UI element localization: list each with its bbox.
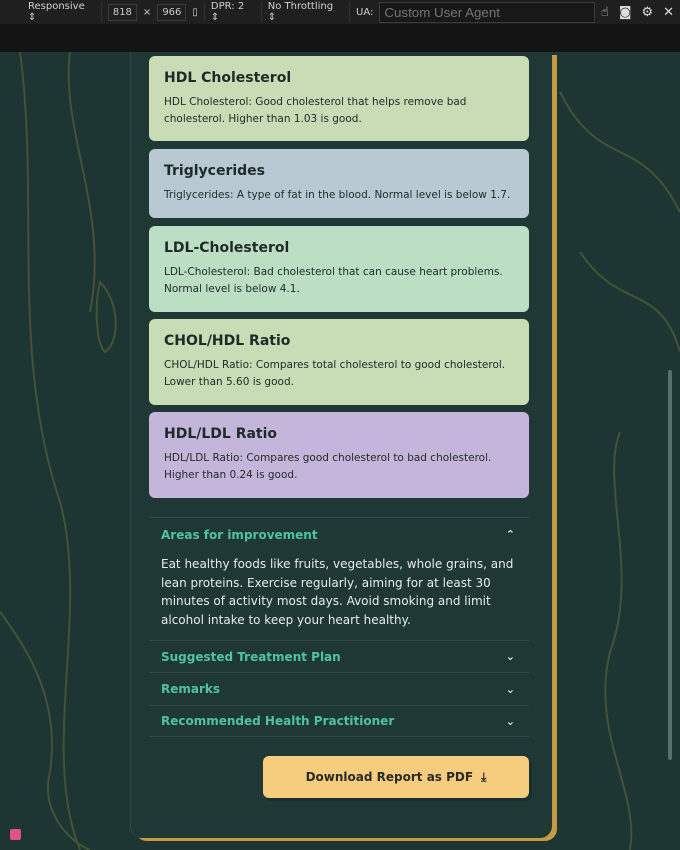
accordion-remarks[interactable] bbox=[149, 672, 529, 705]
device-select[interactable]: Responsive ⇕ bbox=[28, 1, 85, 23]
download-label: Download Report as PDF bbox=[305, 770, 474, 784]
card-text: LDL-Cholesterol: Bad cholesterol that can cause heart problems. Normal level is below 4.1. bbox=[164, 266, 503, 295]
debug-indicator-icon bbox=[10, 829, 21, 840]
card-text: CHOL/HDL Ratio: Compares total cholesterol to good cholesterol. Lower than 5.60 is good. bbox=[164, 359, 506, 388]
accordion-label: Suggested Treatment Plan bbox=[161, 649, 341, 664]
metric-card-triglycerides bbox=[149, 149, 529, 218]
card-text: Triglycerides: A type of fat in the blood. Normal level is below 1.7. bbox=[164, 189, 511, 201]
card-title: HDL Cholesterol bbox=[164, 70, 292, 86]
card-title: CHOL/HDL Ratio bbox=[164, 333, 291, 349]
times-label: × bbox=[142, 6, 152, 18]
height-input[interactable]: 966 bbox=[157, 4, 186, 21]
divider bbox=[204, 2, 205, 22]
metric-card-chol-hdl bbox=[149, 319, 529, 405]
accordion-recommended-health-practitioner[interactable] bbox=[149, 705, 529, 737]
card-title: HDL/LDL Ratio bbox=[164, 426, 278, 442]
card-text: HDL/LDL Ratio: Compares good cholesterol to bad cholesterol. Higher than 0.24 is good. bbox=[164, 452, 492, 481]
chevron-down-icon: ⌄ bbox=[505, 714, 515, 728]
divider bbox=[261, 2, 262, 22]
scrollbar-thumb[interactable] bbox=[668, 370, 672, 760]
accordion-label: Recommended Health Practitioner bbox=[161, 714, 395, 728]
touch-icon[interactable]: ☝ bbox=[600, 4, 609, 20]
throttling-select[interactable]: No Throttling ⇕ bbox=[267, 1, 334, 23]
device-label: Responsive bbox=[28, 1, 85, 12]
ua-input[interactable] bbox=[379, 2, 595, 23]
accordion-areas-for-improvement[interactable] bbox=[149, 517, 529, 551]
accordion-suggested-treatment-plan[interactable] bbox=[149, 640, 529, 672]
screenshot-icon[interactable]: ◙ bbox=[618, 4, 632, 20]
ua-label: UA: bbox=[356, 6, 374, 18]
card-title: Triglycerides bbox=[164, 163, 266, 179]
accordion-body: Eat healthy foods like fruits, vegetables, whole grains, and lean proteins. Exercise regularly, aiming for at least 30 minutes of activity most days. Avoid smoking and limit alcohol intake to keep your heart healthy. bbox=[161, 557, 514, 627]
close-icon[interactable]: ✕ bbox=[663, 4, 675, 20]
card-text: HDL Cholesterol: Good cholesterol that helps remove bad cholesterol. Higher than 1.03 is good. bbox=[164, 96, 467, 125]
metric-card-hdl bbox=[149, 56, 529, 141]
chevron-up-icon: ⌃ bbox=[505, 528, 515, 541]
card-title: LDL-Cholesterol bbox=[164, 240, 290, 256]
dpr-label: DPR: 2 bbox=[210, 1, 245, 12]
chevron-down-icon: ⌄ bbox=[505, 650, 515, 663]
width-input[interactable]: 818 bbox=[108, 4, 137, 21]
viewport-strip bbox=[0, 24, 680, 52]
accordion-label: Remarks bbox=[161, 682, 221, 696]
download-icon: ⤓ bbox=[481, 769, 487, 784]
dpr-select[interactable]: DPR: 2 ⇕ bbox=[210, 1, 245, 23]
download-pdf-button[interactable] bbox=[263, 756, 529, 798]
metric-card-hdl-ldl bbox=[149, 412, 529, 498]
metric-card-ldl bbox=[149, 226, 529, 312]
chevron-down-icon: ⌄ bbox=[505, 682, 515, 696]
throttling-label: No Throttling bbox=[267, 1, 334, 12]
accordion-label: Areas for improvement bbox=[161, 527, 318, 542]
rotate-icon[interactable]: ▯ bbox=[192, 6, 198, 18]
devtools-toolbar bbox=[0, 0, 680, 24]
gear-icon[interactable]: ⚙ bbox=[641, 4, 654, 20]
divider bbox=[349, 2, 350, 22]
divider bbox=[101, 2, 102, 22]
